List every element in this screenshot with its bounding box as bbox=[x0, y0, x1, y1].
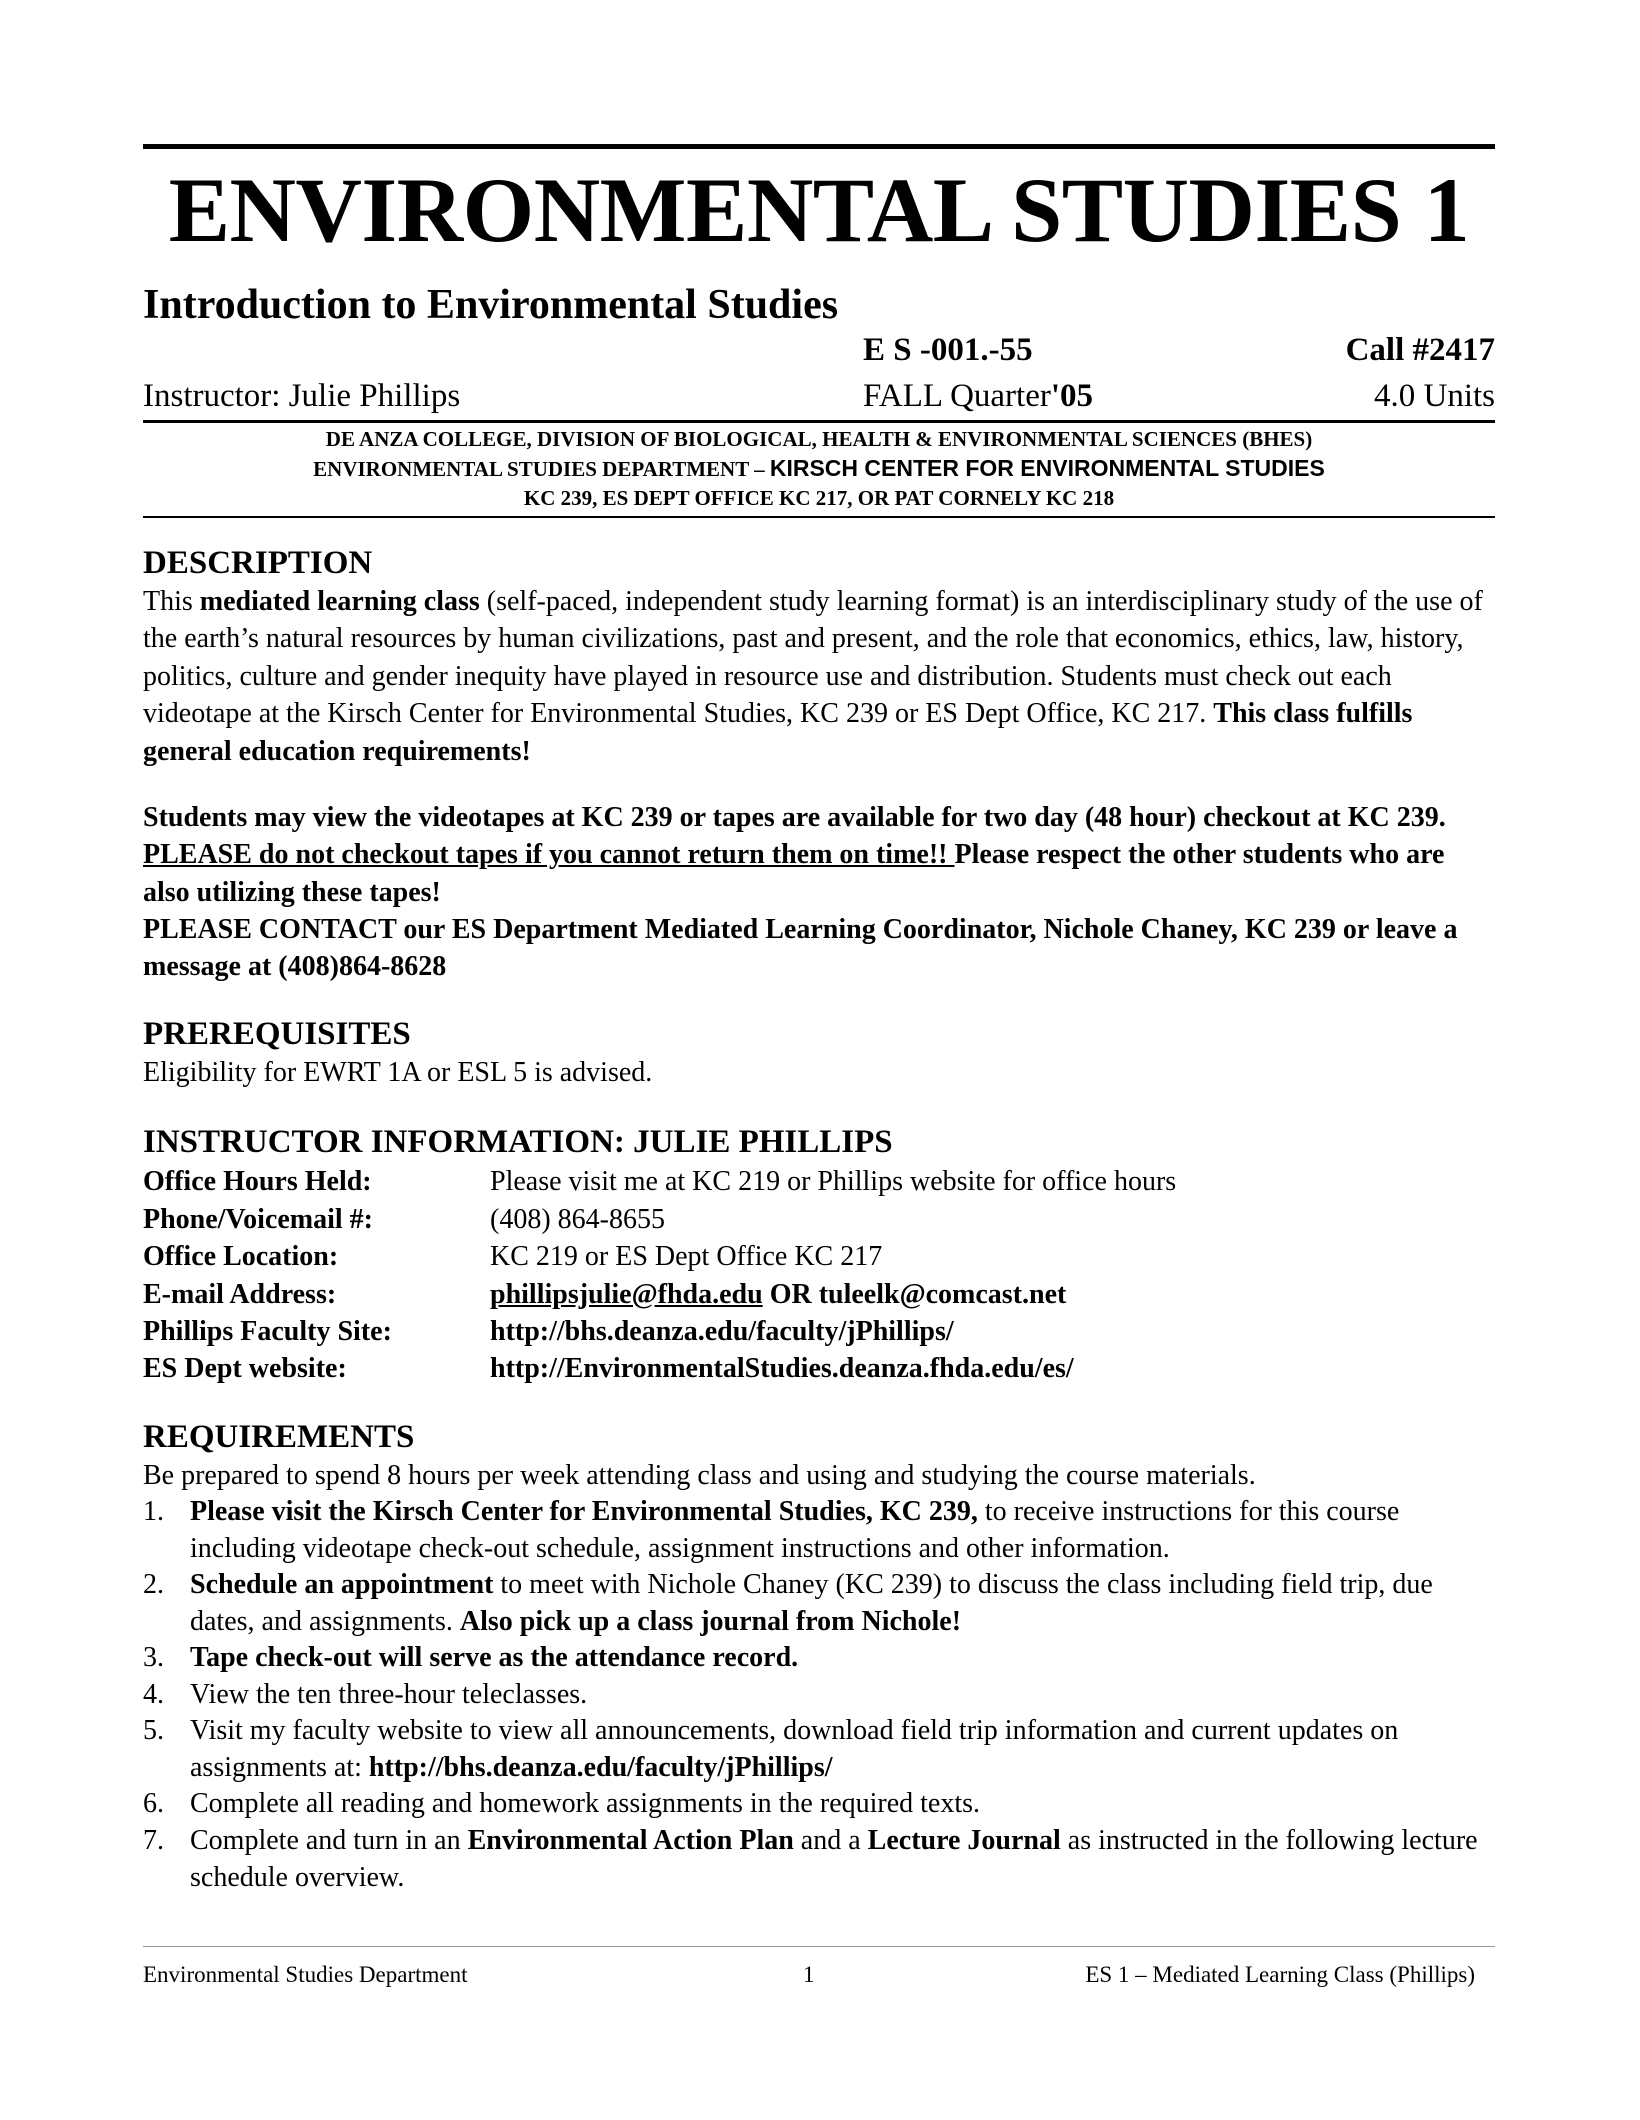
desc-text: Students may view the videotapes at KC 239 or tapes are available for two day (48 hour) checkout at KC 239. bbox=[143, 802, 1446, 833]
course-subtitle: Introduction to Environmental Studies bbox=[143, 282, 839, 328]
instructor-info-heading: INSTRUCTOR INFORMATION: JULIE PHILLIPS bbox=[143, 1124, 893, 1160]
list-plain: Visit my faculty website to view all announcements, download field trip information and current updates on assignments at: bbox=[190, 1715, 1399, 1783]
list-text: Complete all reading and homework assignments in the required texts. bbox=[190, 1788, 981, 1819]
office-hours-value: Please visit me at KC 219 or Phillips website for office hours bbox=[490, 1166, 1177, 1197]
page-number: 1 bbox=[803, 1962, 815, 1987]
course-code: E S -001.-55 bbox=[863, 332, 1033, 368]
description-paragraph-2 bbox=[143, 799, 1495, 911]
office-hours-label: Office Hours Held: bbox=[143, 1166, 372, 1197]
course-title: ENVIRONMENTAL STUDIES 1 bbox=[168, 159, 1470, 261]
list-text bbox=[190, 1713, 1495, 1786]
requirements-intro: Be prepared to spend 8 hours per week attending class and using and studying the course materials. bbox=[143, 1460, 1256, 1491]
list-number: 4. bbox=[143, 1679, 164, 1710]
header-rule bbox=[143, 420, 1495, 423]
units: 4.0 Units bbox=[1373, 378, 1495, 414]
footer-course: ES 1 – Mediated Learning Class (Phillips) bbox=[1085, 1962, 1475, 1987]
dept-site-label: ES Dept website: bbox=[143, 1353, 347, 1384]
college-line-3: KC 239, ES DEPT OFFICE KC 217, OR PAT CORNELY KC 218 bbox=[523, 486, 1115, 510]
kirsch-center-name: KIRSCH CENTER FOR ENVIRONMENTAL STUDIES bbox=[769, 455, 1325, 481]
list-bold: Environmental Action Plan bbox=[467, 1825, 794, 1856]
desc-text: This bbox=[143, 586, 200, 617]
list-number: 3. bbox=[143, 1642, 164, 1673]
email-alt: OR tuleelk@comcast.net bbox=[762, 1279, 1067, 1310]
phone-label: Phone/Voicemail #: bbox=[143, 1204, 373, 1235]
college-rule bbox=[143, 516, 1495, 518]
list-bold: Also pick up a class journal from Nichole! bbox=[459, 1605, 962, 1637]
faculty-website-link[interactable]: http://bhs.deanza.edu/faculty/jPhillips/ bbox=[368, 1751, 833, 1783]
list-number: 7. bbox=[143, 1825, 164, 1856]
dept-site-link[interactable]: http://EnvironmentalStudies.deanza.fhda.edu/es/ bbox=[490, 1353, 1074, 1384]
office-location-value: KC 219 or ES Dept Office KC 217 bbox=[490, 1241, 883, 1272]
prerequisites-text: Eligibility for EWRT 1A or ESL 5 is advised. bbox=[143, 1057, 653, 1088]
list-text: View the ten three-hour teleclasses. bbox=[190, 1679, 588, 1710]
requirements-heading: REQUIREMENTS bbox=[143, 1419, 415, 1455]
list-number: 6. bbox=[143, 1788, 164, 1819]
college-line-2 bbox=[143, 454, 1495, 484]
desc-bold: mediated learning class bbox=[199, 586, 480, 617]
college-info bbox=[143, 425, 1495, 513]
quarter-year: '05 bbox=[1050, 378, 1094, 414]
faculty-site-label: Phillips Faculty Site: bbox=[143, 1316, 392, 1347]
list-number: 2. bbox=[143, 1569, 164, 1600]
footer-department: Environmental Studies Department bbox=[143, 1962, 468, 1987]
list-plain: as instructed in the following lecture schedule overview. bbox=[190, 1825, 1478, 1893]
call-number: Call #2417 bbox=[1345, 332, 1495, 368]
phone-value: (408) 864-8655 bbox=[490, 1204, 665, 1235]
faculty-site-link[interactable]: http://bhs.deanza.edu/faculty/jPhillips/ bbox=[490, 1316, 954, 1347]
list-text bbox=[190, 1494, 1495, 1567]
list-bold: Schedule an appointment bbox=[190, 1569, 494, 1600]
list-plain: and a bbox=[793, 1825, 868, 1856]
desc-bold: This class fulfills general education requirements! bbox=[143, 698, 1413, 767]
list-number: 5. bbox=[143, 1715, 164, 1746]
list-text bbox=[190, 1567, 1495, 1640]
email-value bbox=[490, 1276, 1066, 1314]
list-bold: Please visit the Kirsch Center for Environmental Studies, KC 239, bbox=[190, 1496, 978, 1527]
description-paragraph-1 bbox=[143, 583, 1495, 770]
quarter bbox=[863, 376, 1093, 416]
college-line-1: DE ANZA COLLEGE, DIVISION OF BIOLOGICAL, HEALTH & ENVIRONMENTAL SCIENCES (BHES) bbox=[325, 427, 1313, 451]
tape-return-warning: PLEASE do not checkout tapes if you cannot return them on time!! bbox=[143, 839, 955, 871]
description-paragraph-3: PLEASE CONTACT our ES Department Mediated Learning Coordinator, Nichole Chaney, KC 239 or leave a message at (408)864-8628 bbox=[143, 914, 1458, 983]
quarter-prefix: FALL Quarter bbox=[863, 378, 1051, 414]
instructor-name: Instructor: Julie Phillips bbox=[143, 378, 461, 414]
description-heading: DESCRIPTION bbox=[143, 545, 373, 581]
list-plain: to receive instructions for this course including videotape check-out schedule, assignment instructions and other information. bbox=[190, 1496, 1400, 1564]
desc-text: (self-paced, independent study learning format) is an interdisciplinary study of the use of the earth’s natural resources by human civilizations, past and present, and the role that economics, ethics, law, history, politics, culture and gender inequity have played in resource use and distribution. Students must check out each videotape at the Kirsch Center for Environmental Studies, KC 239 or ES Dept Office, KC 217. bbox=[143, 586, 1483, 730]
prerequisites-heading: PREREQUISITES bbox=[143, 1016, 411, 1052]
top-rule bbox=[143, 144, 1495, 149]
office-location-label: Office Location: bbox=[143, 1241, 339, 1272]
desc-text: Please respect the other students who are also utilizing these tapes! bbox=[143, 839, 1445, 908]
list-text bbox=[190, 1823, 1495, 1896]
list-plain: Complete and turn in an bbox=[190, 1825, 468, 1856]
footer-rule bbox=[143, 1946, 1495, 1947]
list-number: 1. bbox=[143, 1496, 164, 1527]
email-label: E-mail Address: bbox=[143, 1279, 337, 1310]
department-name: ENVIRONMENTAL STUDIES DEPARTMENT – bbox=[313, 457, 770, 481]
list-bold: Lecture Journal bbox=[867, 1825, 1061, 1856]
email-link[interactable]: phillipsjulie@fhda.edu bbox=[490, 1279, 763, 1310]
list-text: Tape check-out will serve as the attendance record. bbox=[190, 1642, 799, 1673]
list-plain: to meet with Nichole Chaney (KC 239) to discuss the class including field trip, due dates, and assignments. bbox=[190, 1569, 1433, 1637]
